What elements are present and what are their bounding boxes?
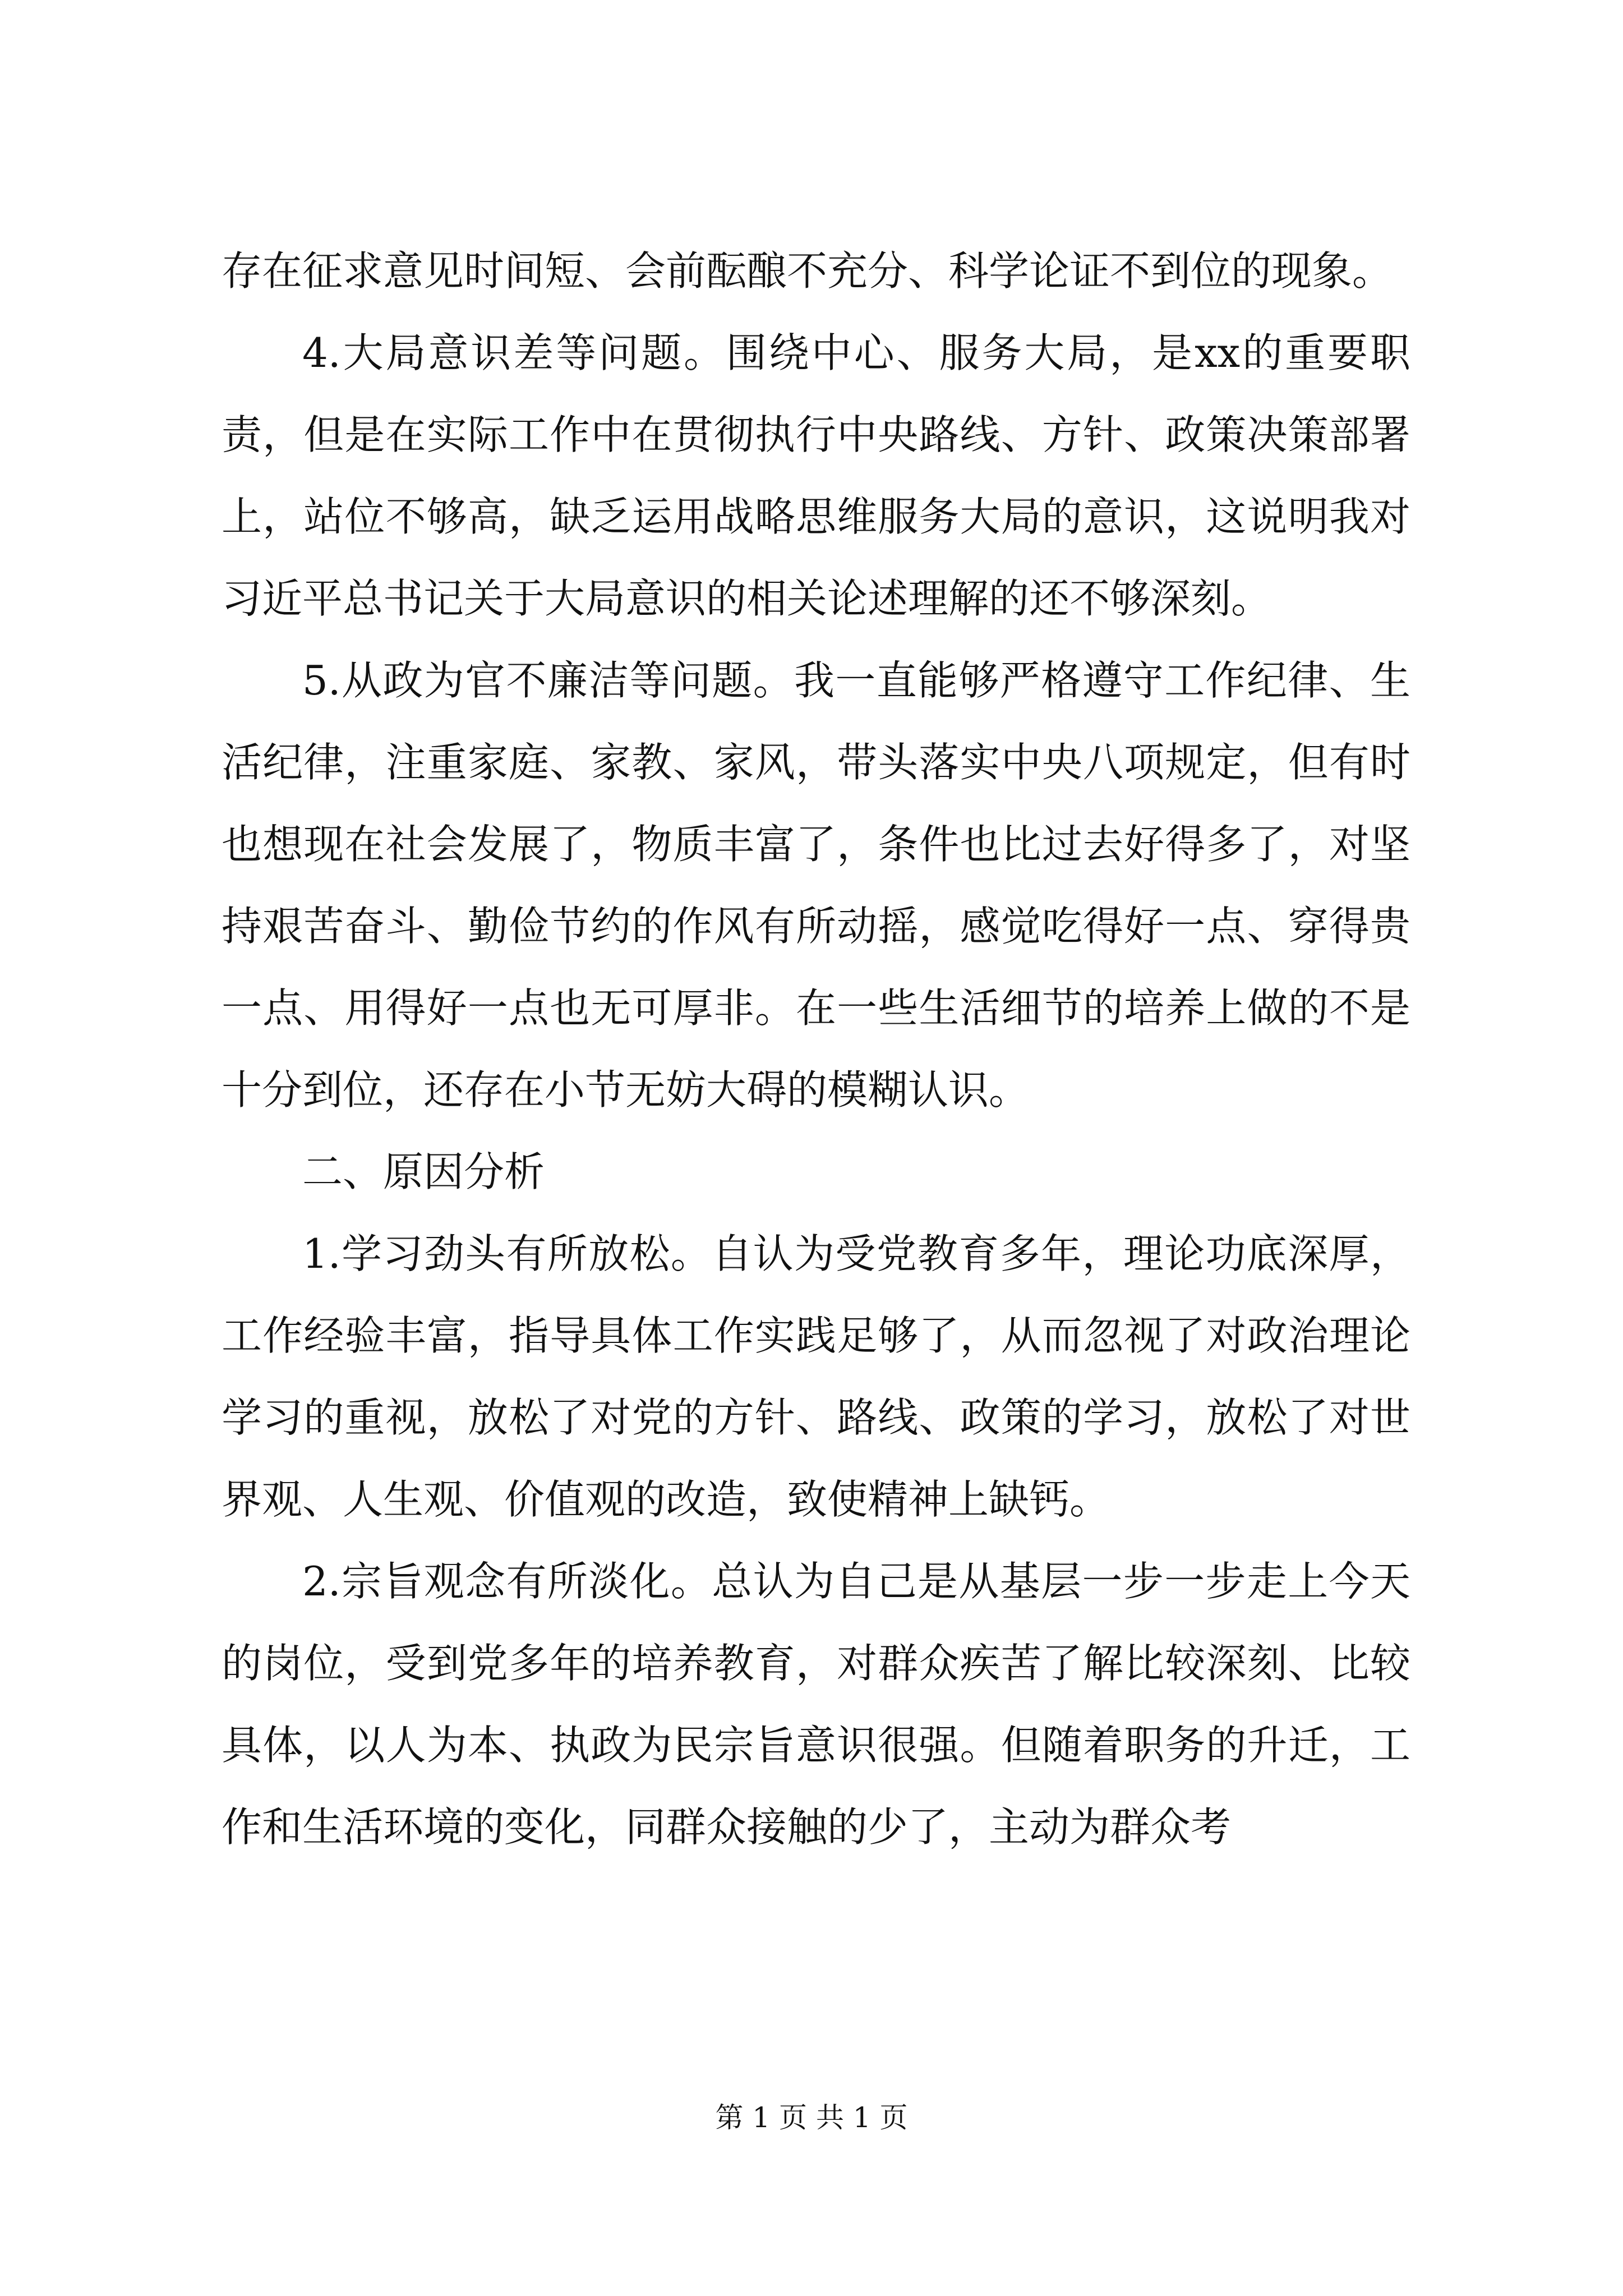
- page-footer: 第 1 页 共 1 页: [715, 2101, 908, 2134]
- paragraph-cause-1: 1.学习劲头有所放松。自认为受党教育多年，理论功底深厚，工作经验丰富，指导具体工作实践足够了，从而忽视了对政治理论学习的重视，放松了对党的方针、路线、政策的学习，放松了对世界观、人生观、价值观的改造，致使精神上缺钙。: [222, 1230, 1410, 1523]
- paragraph-continuation: 存在征求意见时间短、会前酝酿不充分、科学论证不到位的现象。: [222, 247, 1393, 295]
- paragraph-item-5: 5.从政为官不廉洁等问题。我一直能够严格遵守工作纪律、生活纪律，注重家庭、家教、家风，带头落实中央八项规定，但有时也想现在社会发展了，物质丰富了，条件也比过去好得多了，对坚持艰苦奋斗、勤俭节约的作风有所动摇，感觉吃得好一点、穿得贵一点、用得好一点也无可厚非。在一些生活细节的培养上做的不是十分到位，还存在小节无妨大碍的模糊认识。: [222, 657, 1410, 1114]
- paragraph-cause-2: 2.宗旨观念有所淡化。总认为自己是从基层一步一步走上今天的岗位，受到党多年的培养教育，对群众疾苦了解比较深刻、比较具体，以人为本、执政为民宗旨意识很强。但随着职务的升迁，工作和生活环境的变化，同群众接触的少了，主动为群众考: [222, 1558, 1410, 1851]
- section-heading-cause-analysis: 二、原因分析: [302, 1148, 545, 1195]
- document-body: [222, 230, 1410, 1868]
- paragraph-item-4: 4.大局意识差等问题。围绕中心、服务大局，是xx的重要职责，但是在实际工作中在贯彻执行中央路线、方针、政策决策部署上，站位不够高，缺乏运用战略思维服务大局的意识，这说明我对习近平总书记关于大局意识的相关论述理解的还不够深刻。: [222, 329, 1410, 622]
